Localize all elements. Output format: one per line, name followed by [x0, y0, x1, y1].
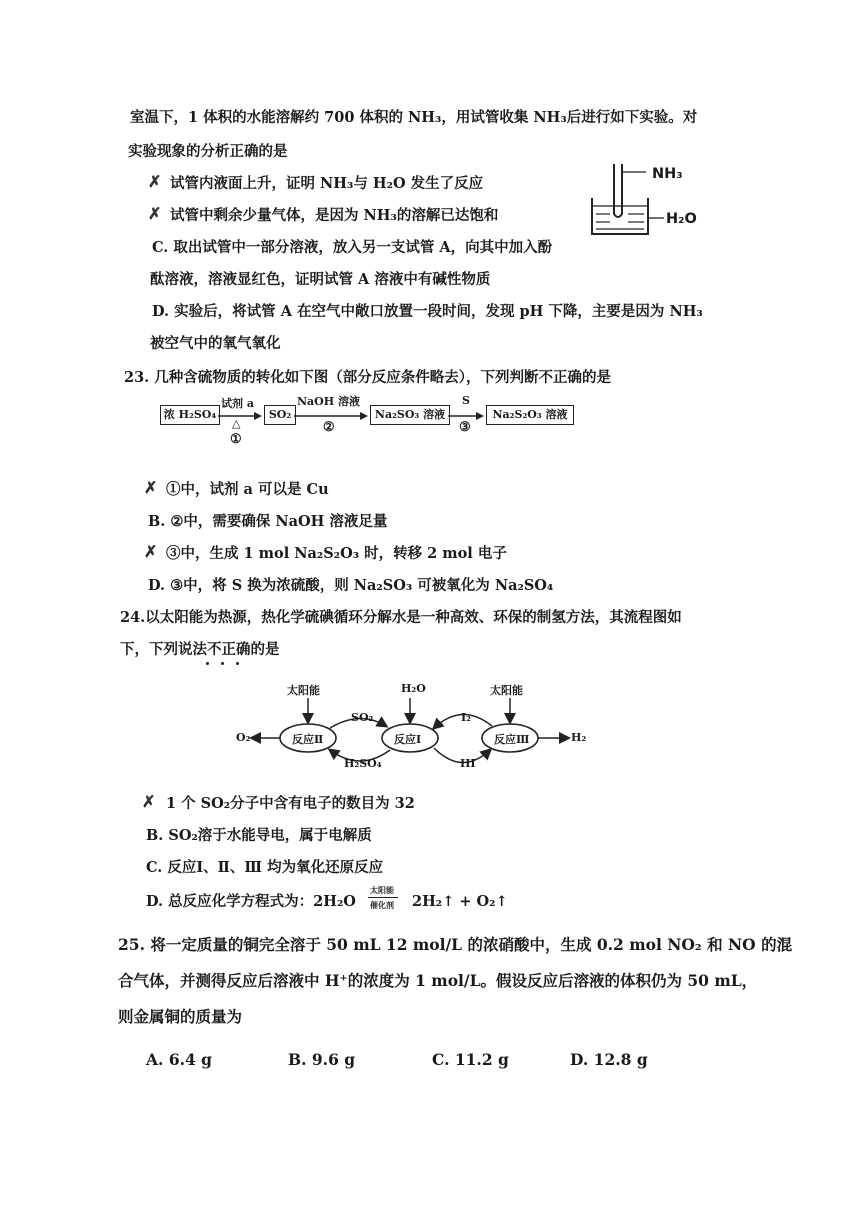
- q25-option-b: B. 9.6 g: [288, 1050, 356, 1069]
- label-h2: H₂: [571, 731, 587, 744]
- q22-option-c-line1: C. 取出试管中一部分溶液，放入另一支试管 A，向其中加入酚: [152, 239, 553, 256]
- label-i2: I₂: [461, 711, 471, 724]
- label-h2o-input: H₂O: [401, 682, 426, 695]
- emphasis-dot: [206, 662, 209, 665]
- q22-option-b: 试管中剩余少量气体，是因为 NH₃的溶解已达饱和: [170, 207, 499, 224]
- flow-label-naoh: NaOH 溶液: [297, 395, 360, 408]
- q25-stem-line2: 合气体，并测得反应后溶液中 H⁺的浓度为 1 mol/L。假设反应后溶液的体积仍为 50 mL，: [118, 971, 758, 990]
- q22-option-a: 试管内液面上升，证明 NH₃与 H₂O 发生了反应: [170, 175, 484, 192]
- q22-option-d-line1: D. 实验后，将试管 A 在空气中敞口放置一段时间，发现 pH 下降，主要是因为 NH₃: [152, 303, 703, 320]
- pen-mark-a: ✗: [148, 172, 162, 191]
- flow-step-1: ①: [230, 432, 242, 447]
- q25-stem-line3: 则金属铜的质量为: [118, 1007, 243, 1026]
- flow-step-2: ②: [323, 420, 335, 435]
- flow-step-3: ③: [459, 420, 471, 435]
- flow-label-heat: △: [232, 417, 241, 430]
- q25-option-c: C. 11.2 g: [432, 1050, 509, 1069]
- q22-option-d-line2: 被空气中的氧气氧化: [150, 335, 281, 352]
- q24-stem-line1: 24.以太阳能为热源，热化学硫碘循环分解水是一种高效、环保的制氢方法，其流程图如: [120, 609, 682, 626]
- pen-mark-24a: ✗: [142, 792, 156, 811]
- label-solar-left: 太阳能: [287, 684, 320, 697]
- q22-option-c-line2: 酞溶液，溶液显红色，证明试管 A 溶液中有碱性物质: [150, 271, 491, 288]
- flow-box-na2so3: Na₂SO₃ 溶液: [370, 405, 450, 425]
- q23-option-b: B. ②中，需要确保 NaOH 溶液足量: [148, 513, 388, 530]
- pen-mark-23c: ✗: [144, 542, 158, 561]
- label-h2so4: H₂SO₄: [344, 757, 382, 770]
- eq-arrow-line: [368, 897, 398, 898]
- flow-label-reagent-a: 试剂 a: [221, 397, 254, 410]
- eq-condition-catalyst: 催化剂: [370, 900, 394, 910]
- q24-option-d-prefix: D. 总反应化学方程式为：2H₂O: [146, 893, 356, 910]
- label-so2: SO₂: [351, 711, 374, 724]
- q22-stem-line2: 实验现象的分析正确的是: [128, 143, 288, 160]
- node-reaction-3: 反应Ⅲ: [494, 733, 530, 746]
- label-o2: O₂: [236, 731, 251, 744]
- q23-stem: 23. 几种含硫物质的转化如下图（部分反应条件略去），下列判断不正确的是: [124, 369, 612, 386]
- fig-label-nh3: NH₃: [652, 166, 683, 182]
- q24-option-b: B. SO₂溶于水能导电，属于电解质: [146, 827, 372, 844]
- pen-mark-b: ✗: [148, 204, 162, 223]
- node-reaction-1: 反应Ⅰ: [394, 733, 422, 746]
- node-reaction-2: 反应Ⅱ: [292, 733, 324, 746]
- q22-stem-line1: 室温下，1 体积的水能溶解约 700 体积的 NH₃，用试管收集 NH₃后进行如下实验。对: [130, 109, 698, 126]
- q23-option-c: ③中，生成 1 mol Na₂S₂O₃ 时，转移 2 mol 电子: [166, 545, 507, 562]
- q23-option-a: ①中，试剂 a 可以是 Cu: [166, 481, 329, 498]
- q25-stem-line1: 25. 将一定质量的铜完全溶于 50 mL 12 mol/L 的浓硝酸中，生成 0.2 mol NO₂ 和 NO 的混: [118, 935, 793, 954]
- q25-option-d: D. 12.8 g: [570, 1050, 648, 1069]
- fig-label-h2o: H₂O: [666, 211, 697, 227]
- q24-stem-line2: 下，下列说法不正确的是: [120, 641, 280, 658]
- eq-condition-solar: 太阳能: [370, 885, 394, 895]
- q24-option-a: 1 个 SO₂分子中含有电子的数目为 32: [166, 795, 415, 812]
- flow-box-na2s2o3: Na₂S₂O₃ 溶液: [486, 405, 574, 425]
- flow-box-h2so4: 浓 H₂SO₄: [160, 405, 220, 425]
- emphasis-dot: [221, 662, 224, 665]
- q25-option-a: A. 6.4 g: [146, 1050, 213, 1069]
- flow-box-so2: SO₂: [264, 405, 296, 425]
- q24-option-d-suffix: 2H₂↑ + O₂↑: [412, 893, 508, 910]
- q24-option-c: C. 反应Ⅰ、Ⅱ、Ⅲ 均为氧化还原反应: [146, 859, 384, 876]
- q23-option-d: D. ③中，将 S 换为浓硫酸，则 Na₂SO₃ 可被氧化为 Na₂SO₄: [148, 577, 554, 594]
- pen-mark-23a: ✗: [144, 478, 158, 497]
- label-solar-right: 太阳能: [490, 684, 523, 697]
- flow-label-s: S: [462, 394, 470, 407]
- emphasis-dot: [236, 662, 239, 665]
- label-hi: HI: [460, 757, 476, 770]
